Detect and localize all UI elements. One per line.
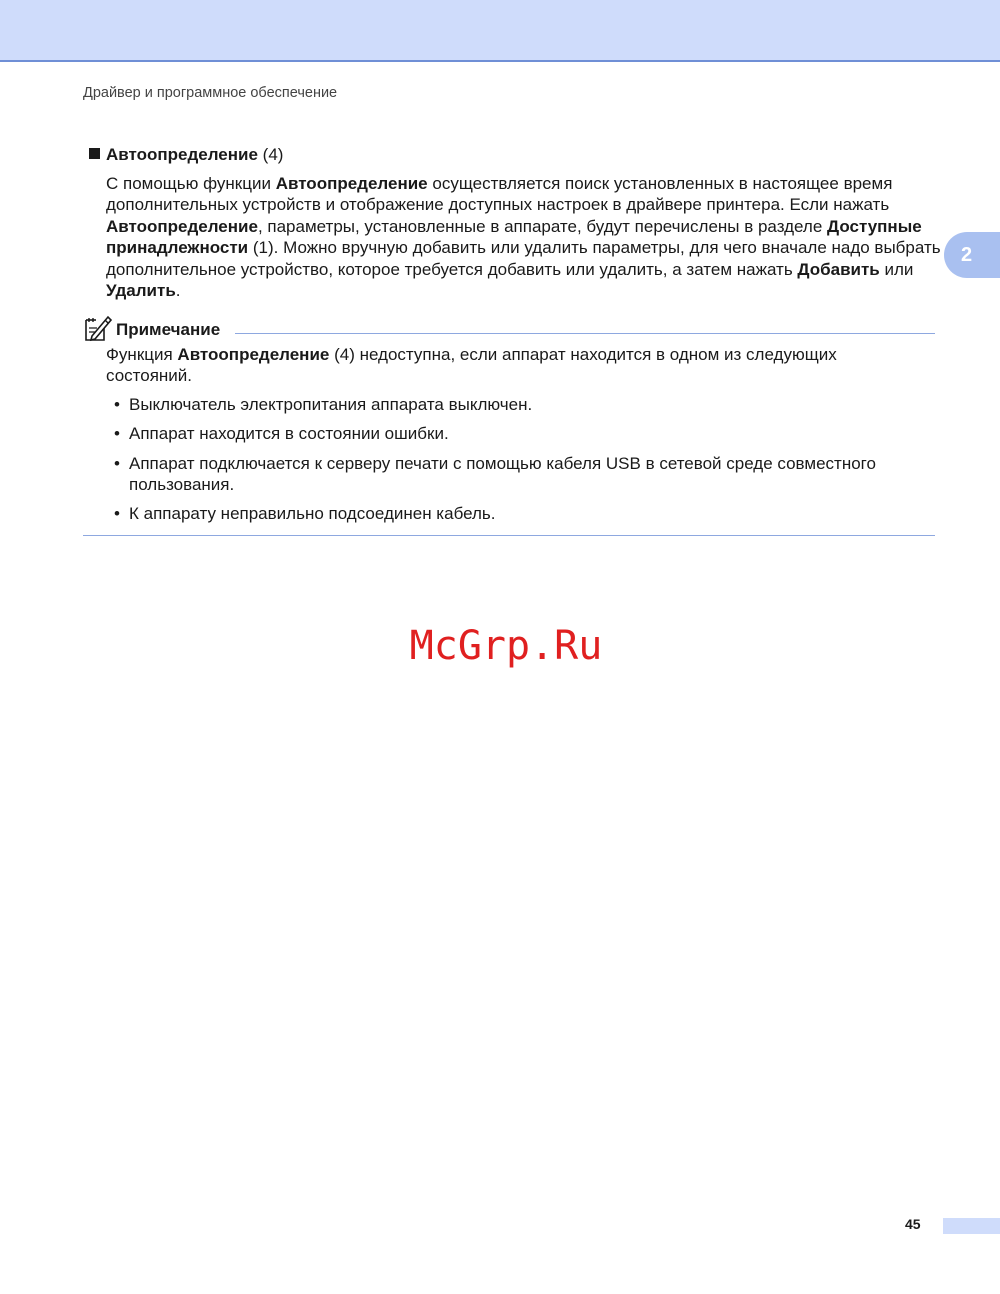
list-item: • К аппарату неправильно подсоединен кабель. <box>83 503 935 524</box>
chapter-tab <box>944 232 1000 278</box>
watermark: McGrp.Ru <box>409 623 603 669</box>
note-intro-bold: Автоопределение <box>177 345 330 364</box>
para-bold-add: Добавить <box>797 259 880 279</box>
list-item: • Выключатель электропитания аппарата выключен. <box>83 394 935 415</box>
chapter-number: 2 <box>961 243 973 266</box>
section-paragraph <box>106 173 946 301</box>
section-title-ref: (4) <box>257 145 284 164</box>
para-text-4: (1). Можно вручную добавить или удалить параметры, для чего вначале надо выбрать дополнительное устройство, которое требуется добавить или удалить, а затем нажать <box>106 238 941 279</box>
para-bold-remove: Удалить <box>106 281 176 301</box>
top-header-band <box>0 0 1000 62</box>
note-list <box>83 394 935 525</box>
note-intro-text-1: Функция <box>106 345 178 364</box>
note-bottom-rule <box>83 535 935 536</box>
list-item: • Аппарат подключается к серверу печати с помощью кабеля USB в сетевой среде совместного пользования. <box>83 453 935 496</box>
para-text-6: . <box>175 281 181 301</box>
para-text-2: осуществляется поиск установленных в настоящее время дополнительных устройств и отображение доступных настроек в драйвере принтера. Если нажать <box>106 174 893 215</box>
para-text-3: , параметры, установленные в аппарате, будут перечислены в разделе <box>257 216 828 236</box>
para-text-5: или <box>879 259 914 279</box>
para-bold-autodetect-1: Автоопределение <box>275 174 428 193</box>
note-block <box>83 314 935 533</box>
note-header <box>83 314 935 342</box>
note-title: Примечание <box>116 320 221 339</box>
page-number-band <box>943 1218 1000 1234</box>
section-heading <box>89 144 283 166</box>
running-header: Драйвер и программное обеспечение <box>83 85 338 101</box>
note-intro <box>106 344 906 387</box>
note-pencil-icon <box>83 314 113 342</box>
note-top-rule <box>235 333 935 334</box>
para-text-1: С помощью функции <box>106 174 276 193</box>
list-item: • Аппарат находится в состоянии ошибки. <box>83 423 935 444</box>
page-number: 45 <box>905 1216 921 1232</box>
para-bold-accessories: Доступные принадлежности <box>106 216 922 258</box>
square-bullet-icon <box>89 148 100 159</box>
section-title: Автоопределение <box>106 145 258 164</box>
note-intro-text-2: (4) недоступна, если аппарат находится в одном из следующих состояний. <box>106 345 837 386</box>
para-bold-autodetect-2: Автоопределение <box>106 216 258 236</box>
